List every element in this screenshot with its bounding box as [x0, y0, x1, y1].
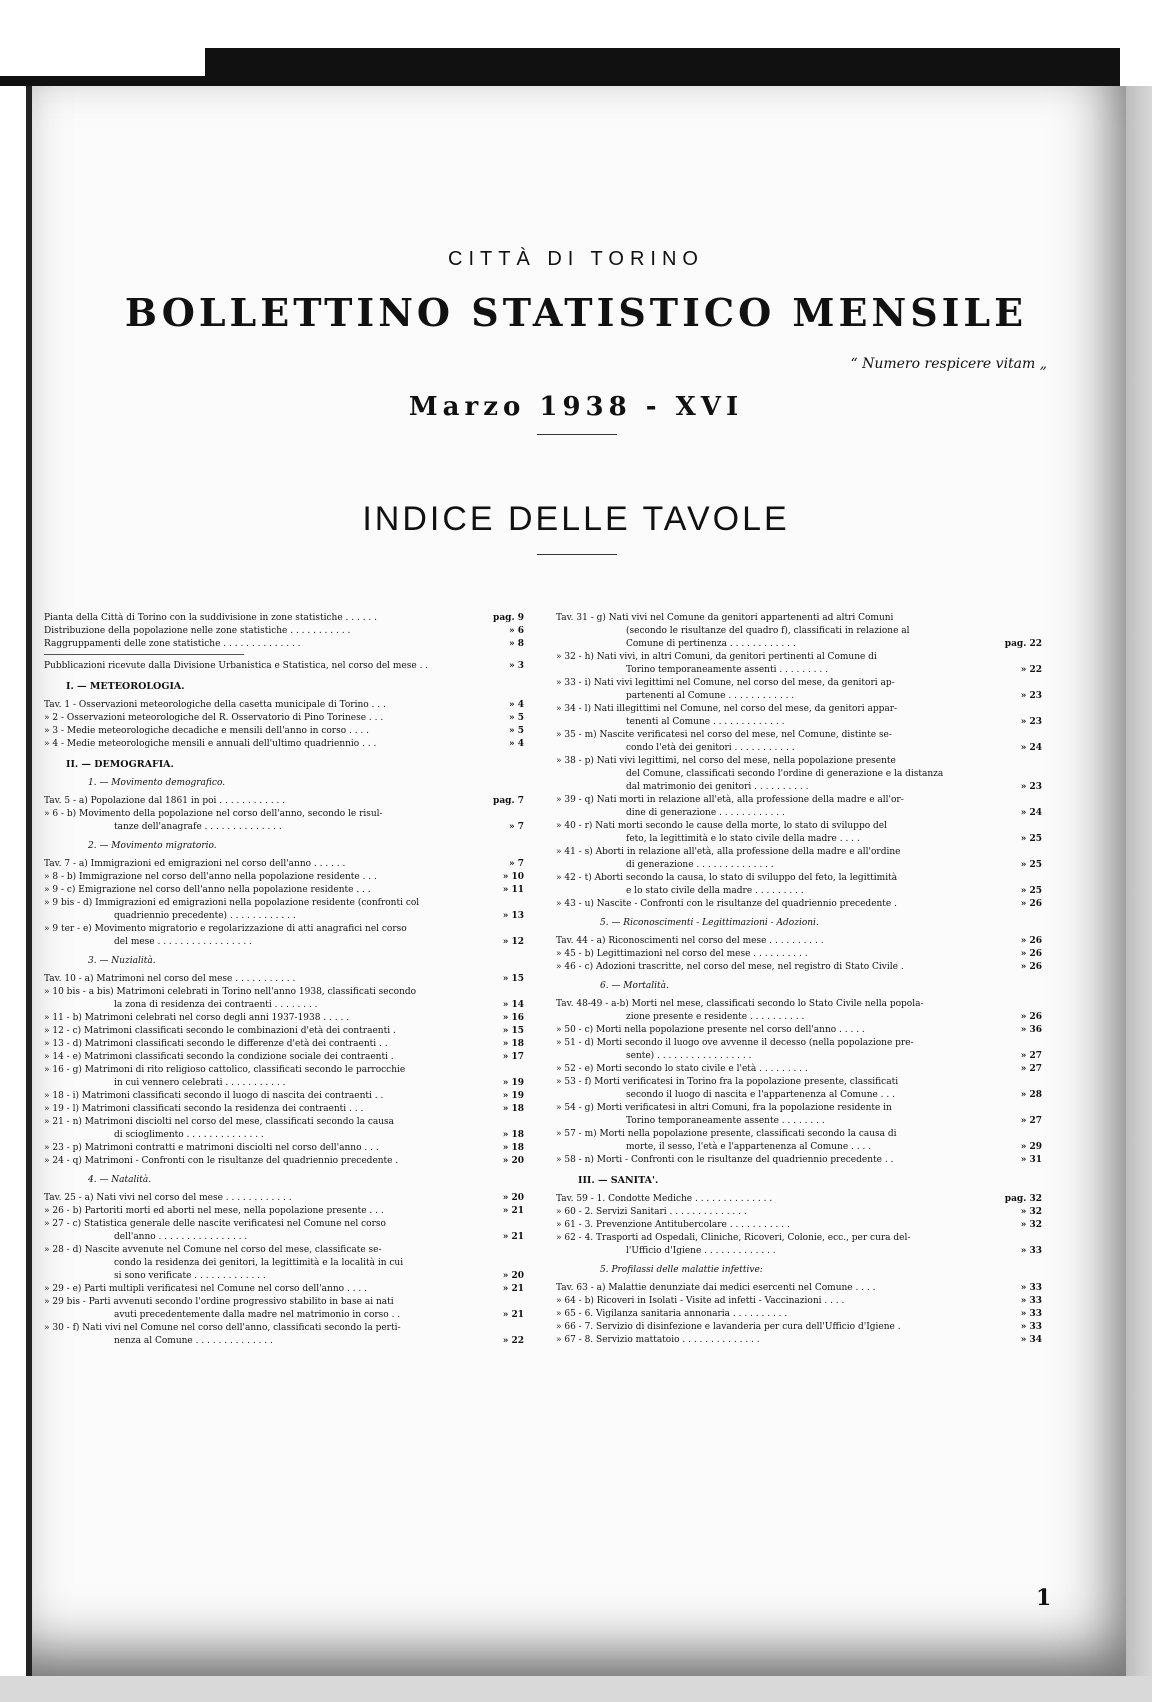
entry-page-ref: » 6 [508, 626, 524, 636]
entry-text: condo la residenza dei genitori, la legittimità e la località in cui [114, 1258, 404, 1268]
entry-text: Pubblicazioni ricevute dalla Divisione Urbanistica e Statistica, nel corso del mese . . [44, 661, 429, 671]
index-entry [556, 885, 1042, 898]
bulletin-title: BOLLETTINO STATISTICO MENSILE [124, 290, 1028, 335]
index-entry [44, 795, 524, 808]
index-entry [44, 1218, 524, 1231]
entry-text: Tav. 48-49 - a-b) Morti nel mese, classificati secondo lo Stato Civile nella popola- [556, 999, 924, 1009]
index-entry [44, 1335, 524, 1348]
entry-text: » 3 - Medie meteorologiche decadiche e mensili dell'anno in corso . . . . [44, 726, 370, 736]
entry-text: » 61 - 3. Prevenzione Antitubercolare . . . . . . . . . . . [556, 1220, 790, 1230]
entry-page-ref: » 21 [502, 1232, 524, 1242]
entry-text: dell'anno . . . . . . . . . . . . . . . . [114, 1232, 248, 1242]
index-entry [44, 712, 524, 725]
entry-text: » 12 - c) Matrimoni classificati secondo le combinazioni d'età dei contraenti . [44, 1026, 396, 1036]
index-entry [556, 1321, 1042, 1334]
index-entry [556, 1245, 1042, 1258]
index-entry [556, 1232, 1042, 1245]
entry-text: del mese . . . . . . . . . . . . . . . . . [114, 937, 252, 947]
index-entry [556, 716, 1042, 729]
subsection-heading: 5. — Riconoscimenti - Legittimazioni - Adozioni. [600, 918, 819, 928]
index-entry [44, 738, 524, 751]
index-entry [44, 884, 524, 897]
entry-page-ref: pag. 22 [1004, 639, 1042, 649]
index-entry [44, 1309, 524, 1322]
entry-text: » 64 - b) Ricoveri in Isolati - Visite ad infetti - Vaccinazioni . . . . [556, 1296, 845, 1306]
index-entry [556, 1206, 1042, 1219]
entry-text: morte, il sesso, l'età e l'appartenenza al Comune . . . . [626, 1142, 872, 1152]
index-entry [556, 1115, 1042, 1128]
entry-page-ref: » 12 [502, 937, 524, 947]
index-entry [556, 612, 1042, 625]
entry-page-ref: » 15 [502, 974, 524, 984]
index-entry [556, 833, 1042, 846]
index-entry [556, 1076, 1042, 1089]
index-entry [44, 1283, 524, 1296]
divider [537, 554, 617, 555]
entry-text: » 8 - b) Immigrazione nel corso dell'anno nella popolazione residente . . . [44, 872, 377, 882]
entry-text: » 29 bis - Parti avvenuti secondo l'ordine progressivo stabilito in base ai nati [44, 1297, 394, 1307]
entry-text: Comune di pertinenza . . . . . . . . . . . . [626, 639, 796, 649]
entry-page-ref: pag. 32 [1004, 1194, 1042, 1204]
entry-text: » 50 - c) Morti nella popolazione presente nel corso dell'anno . . . . . [556, 1025, 865, 1035]
entry-page-ref: » 22 [1020, 665, 1042, 675]
index-entry [556, 1011, 1042, 1024]
entry-text: » 9 bis - d) Immigrazioni ed emigrazioni nella popolazione residente (confronti col [44, 898, 420, 908]
entry-text: » 28 - d) Nascite avvenute nel Comune nel corso del mese, classificate se- [44, 1245, 382, 1255]
index-entry [44, 1012, 524, 1025]
entry-page-ref: » 20 [502, 1271, 524, 1281]
entry-text: quadriennio precedente) . . . . . . . . . . . . [114, 911, 296, 921]
index-entry [44, 625, 524, 638]
entry-page-ref: » 5 [508, 726, 524, 736]
index-entry [556, 638, 1042, 651]
entry-page-ref: » 18 [502, 1104, 524, 1114]
entry-text: dal matrimonio dei genitori . . . . . . . . . . [626, 782, 809, 792]
entry-text: Torino temporaneamente assente . . . . . . . . [626, 1116, 825, 1126]
entry-text: » 43 - u) Nascite - Confronti con le risultanze del quadriennio precedente . [556, 899, 897, 909]
entry-text: » 9 - c) Emigrazione nel corso dell'anno nella popolazione residente . . . [44, 885, 371, 895]
entry-page-ref: » 20 [502, 1193, 524, 1203]
entry-page-ref: » 33 [1020, 1309, 1042, 1319]
entry-page-ref: » 5 [508, 713, 524, 723]
section-heading: III. — SANITA'. [578, 1175, 659, 1186]
index-entry [556, 935, 1042, 948]
index-title: INDICE DELLE TAVOLE [362, 500, 790, 538]
issue-date: Marzo 1938 - XVI [408, 392, 744, 422]
index-entry [556, 1219, 1042, 1232]
entry-text: Pianta della Città di Torino con la suddivisione in zone statistiche . . . . . . [44, 613, 377, 623]
entry-page-ref: » 7 [508, 859, 524, 869]
index-entry [556, 1037, 1042, 1050]
index-column-left [44, 612, 524, 1348]
entry-page-ref: » 21 [502, 1206, 524, 1216]
entry-page-ref: » 27 [1020, 1064, 1042, 1074]
entry-page-ref: » 3 [508, 661, 524, 671]
index-entry [44, 1129, 524, 1142]
entry-page-ref: » 25 [1020, 834, 1042, 844]
index-entry [44, 1155, 524, 1168]
entry-text: Tav. 44 - a) Riconoscimenti nel corso del mese . . . . . . . . . . [556, 936, 824, 946]
entry-text: zione presente e residente . . . . . . . . . . [626, 1012, 805, 1022]
entry-page-ref: » 32 [1020, 1220, 1042, 1230]
entry-text: » 65 - 6. Vigilanza sanitaria annonaria . . . . . . . . . . [556, 1309, 788, 1319]
subsection-heading: 6. — Mortalità. [600, 981, 669, 991]
entry-text: » 45 - b) Legittimazioni nel corso del mese . . . . . . . . . . [556, 949, 808, 959]
index-entry [556, 1193, 1042, 1206]
entry-page-ref: » 25 [1020, 860, 1042, 870]
index-entry [556, 703, 1042, 716]
entry-text: » 27 - c) Statistica generale delle nascite verificatesi nel Comune nel corso [44, 1219, 386, 1229]
entry-text: in cui vennero celebrati . . . . . . . . . . . [114, 1078, 286, 1088]
entry-text: tanze dell'anagrafe . . . . . . . . . . . . . . [114, 822, 282, 832]
entry-page-ref: » 13 [502, 911, 524, 921]
index-entry [556, 1282, 1042, 1295]
entry-text: Raggruppamenti delle zone statistiche . . . . . . . . . . . . . . [44, 639, 301, 649]
entry-page-ref: » 21 [502, 1310, 524, 1320]
index-entry [44, 936, 524, 949]
subsection-heading: 2. — Movimento migratorio. [88, 841, 217, 851]
entry-page-ref: » 33 [1020, 1246, 1042, 1256]
entry-text: » 53 - f) Morti verificatesi in Torino fra la popolazione presente, classificati [556, 1077, 899, 1087]
entry-page-ref: » 4 [508, 700, 524, 710]
entry-page-ref: » 34 [1020, 1335, 1042, 1345]
entry-text: Distribuzione della popolazione nelle zone statistiche . . . . . . . . . . . [44, 626, 351, 636]
entry-text: » 21 - n) Matrimoni disciolti nel corso del mese, classificati secondo la causa [44, 1117, 395, 1127]
index-entry [556, 677, 1042, 690]
index-entry [556, 872, 1042, 885]
entry-text: » 13 - d) Matrimoni classificati secondo le differenze d'età dei contraenti . . [44, 1039, 388, 1049]
entry-page-ref: » 33 [1020, 1322, 1042, 1332]
entry-text: » 39 - q) Nati morti in relazione all'età, alla professione della madre e all'or- [556, 795, 904, 805]
entry-text: Tav. 1 - Osservazioni meteorologiche della casetta municipale di Torino . . . [44, 700, 386, 710]
index-entry [44, 699, 524, 712]
entry-text: » 54 - g) Morti verificatesi in altri Comuni, fra la popolazione residente in [556, 1103, 892, 1113]
index-entry [44, 725, 524, 738]
entry-page-ref: » 7 [508, 822, 524, 832]
entry-page-ref: » 8 [508, 639, 524, 649]
entry-page-ref: » 32 [1020, 1207, 1042, 1217]
entry-text: l'Ufficio d'Igiene . . . . . . . . . . . . . [626, 1246, 776, 1256]
index-entry [44, 923, 524, 936]
entry-page-ref: » 26 [1020, 936, 1042, 946]
index-column-right [556, 612, 1042, 1347]
index-entry [556, 846, 1042, 859]
index-entry [44, 1025, 524, 1038]
index-entry [556, 1154, 1042, 1167]
index-entry [556, 1141, 1042, 1154]
entry-text: » 51 - d) Morti secondo il luogo ove avvenne il decesso (nella popolazione pre- [556, 1038, 914, 1048]
entry-page-ref: » 24 [1020, 808, 1042, 818]
index-entry [44, 1231, 524, 1244]
entry-text: Tav. 59 - 1. Condotte Mediche . . . . . . . . . . . . . . [556, 1194, 773, 1204]
entry-text: Tav. 10 - a) Matrimoni nel corso del mese . . . . . . . . . . . [44, 974, 296, 984]
index-entry [556, 742, 1042, 755]
entry-text: » 16 - g) Matrimoni di rito religioso cattolico, classificati secondo le parrocchie [44, 1065, 406, 1075]
entry-text: » 30 - f) Nati vivi nel Comune nel corso dell'anno, classificati secondo la perti- [44, 1323, 401, 1333]
index-entry [556, 1128, 1042, 1141]
entry-text: » 29 - e) Parti multipli verificatesi nel Comune nel corso dell'anno . . . . [44, 1284, 367, 1294]
entry-text: partenenti al Comune . . . . . . . . . . . . [626, 691, 795, 701]
entry-text: Tav. 25 - a) Nati vivi nel corso del mese . . . . . . . . . . . . [44, 1193, 292, 1203]
entry-text: » 23 - p) Matrimoni contratti e matrimoni disciolti nel corso dell'anno . . . [44, 1143, 379, 1153]
entry-page-ref: » 21 [502, 1284, 524, 1294]
index-entry [556, 1050, 1042, 1063]
index-entry [556, 948, 1042, 961]
index-entry [44, 1270, 524, 1283]
entry-page-ref: » 23 [1020, 782, 1042, 792]
index-entry [44, 1296, 524, 1309]
entry-page-ref: pag. 9 [493, 613, 524, 623]
entry-page-ref: » 26 [1020, 1012, 1042, 1022]
subsection-heading: 3. — Nuzialità. [88, 956, 156, 966]
subsection-heading: 1. — Movimento demografico. [88, 778, 226, 788]
entry-text: » 6 - b) Movimento della popolazione nel corso dell'anno, secondo le risul- [44, 809, 383, 819]
index-entry [44, 973, 524, 986]
entry-text: » 26 - b) Partoriti morti ed aborti nel mese, nella popolazione presente . . . [44, 1206, 384, 1216]
index-entry [44, 1103, 524, 1116]
entry-page-ref: » 25 [1020, 886, 1042, 896]
index-entry [556, 781, 1042, 794]
entry-text: Tav. 63 - a) Malattie denunziate dai medici esercenti nel Comune . . . . [556, 1283, 876, 1293]
entry-page-ref: » 18 [502, 1039, 524, 1049]
index-entry [556, 1295, 1042, 1308]
index-entry [556, 768, 1042, 781]
entry-text: » 60 - 2. Servizi Sanitari . . . . . . . . . . . . . . [556, 1207, 747, 1217]
entry-page-ref: » 20 [502, 1156, 524, 1166]
index-entry [44, 808, 524, 821]
entry-text: (secondo le risultanze del quadro f), classificati in relazione al [626, 626, 910, 636]
index-entry [556, 690, 1042, 703]
index-entry [556, 1089, 1042, 1102]
entry-text: » 67 - 8. Servizio mattatoio . . . . . . . . . . . . . . [556, 1335, 760, 1345]
entry-page-ref: » 11 [502, 885, 524, 895]
index-entry [556, 859, 1042, 872]
entry-text: » 34 - l) Nati illegittimi nel Comune, nel corso del mese, da genitori appar- [556, 704, 898, 714]
entry-text: » 38 - p) Nati vivi legittimi, nel corso del mese, nella popolazione presente [556, 756, 896, 766]
entry-page-ref: » 22 [502, 1336, 524, 1346]
index-entry [44, 858, 524, 871]
entry-text: nenza al Comune . . . . . . . . . . . . . . [114, 1336, 273, 1346]
index-entry [556, 651, 1042, 664]
entry-page-ref: pag. 7 [493, 796, 524, 806]
index-entry [556, 998, 1042, 1011]
entry-page-ref: » 28 [1020, 1090, 1042, 1100]
entry-text: e lo stato civile della madre . . . . . . . . . [626, 886, 804, 896]
entry-text: Tav. 7 - a) Immigrazioni ed emigrazioni nel corso dell'anno . . . . . . [44, 859, 346, 869]
entry-text: la zona di residenza dei contraenti . . . . . . . . [114, 1000, 318, 1010]
entry-page-ref: » 33 [1020, 1296, 1042, 1306]
entry-text: Torino temporaneamente assenti . . . . . . . . . [626, 665, 828, 675]
index-entry [556, 625, 1042, 638]
entry-text: tenenti al Comune . . . . . . . . . . . . . [626, 717, 785, 727]
entry-text: » 4 - Medie meteorologiche mensili e annuali dell'ultimo quadriennio . . . [44, 739, 377, 749]
index-entry [556, 1102, 1042, 1115]
entry-text: » 11 - b) Matrimoni celebrati nel corso degli anni 1937-1938 . . . . . [44, 1013, 350, 1023]
index-entry [556, 961, 1042, 974]
entry-text: » 18 - i) Matrimoni classificati secondo il luogo di nascita dei contraenti . . [44, 1091, 384, 1101]
entry-text: » 19 - l) Matrimoni classificati secondo la residenza dei contraenti . . . [44, 1104, 364, 1114]
entry-text: » 9 ter - e) Movimento migratorio e regolarizzazione di atti anagrafici nel corso [44, 924, 407, 934]
entry-text: » 57 - m) Morti nella popolazione presente, classificati secondo la causa di [556, 1129, 897, 1139]
index-entry [44, 1205, 524, 1218]
entry-text: » 62 - 4. Trasporti ad Ospedali, Cliniche, Ricoveri, Colonie, ecc., per cura del- [556, 1233, 911, 1243]
index-entry [44, 1116, 524, 1129]
index-entry [44, 821, 524, 834]
entry-page-ref: » 15 [502, 1026, 524, 1036]
separator-line [44, 654, 244, 655]
entry-text: » 24 - q) Matrimoni - Confronti con le risultanze del quadriennio precedente . [44, 1156, 399, 1166]
entry-text: feto, la legittimità e lo stato civile della madre . . . . [626, 834, 860, 844]
entry-text: secondo il luogo di nascita e l'appartenenza al Comune . . . [626, 1090, 895, 1100]
index-entry [44, 638, 524, 651]
page-number: 1 [1036, 1585, 1052, 1611]
subsection-heading: 4. — Natalità. [88, 1175, 152, 1185]
entry-text: » 58 - n) Morti - Confronti con le risultanze del quadriennio precedente . . [556, 1155, 894, 1165]
entry-page-ref: » 18 [502, 1130, 524, 1140]
entry-text: avuti precedentemente dalla madre nel matrimonio in corso . . [114, 1310, 401, 1320]
entry-page-ref: » 14 [502, 1000, 524, 1010]
entry-text: dine di generazione . . . . . . . . . . . . [626, 808, 785, 818]
index-entry [556, 1308, 1042, 1321]
entry-text: condo l'età dei genitori . . . . . . . . . . . [626, 743, 795, 753]
index-entry [44, 1064, 524, 1077]
entry-page-ref: » 23 [1020, 691, 1042, 701]
entry-text: » 10 bis - a bis) Matrimoni celebrati in Torino nell'anno 1938, classificati secondo [44, 987, 417, 997]
entry-text: » 41 - s) Aborti in relazione all'età, alla professione della madre e all'ordine [556, 847, 901, 857]
top-border-gap [0, 48, 205, 76]
index-entry [44, 1051, 524, 1064]
entry-page-ref: » 19 [502, 1091, 524, 1101]
entry-page-ref: » 27 [1020, 1116, 1042, 1126]
divider [537, 434, 617, 435]
index-entry [556, 1063, 1042, 1076]
index-entry [44, 660, 524, 673]
entry-page-ref: » 18 [502, 1143, 524, 1153]
entry-text: Tav. 5 - a) Popolazione dal 1861 in poi . . . . . . . . . . . . [44, 796, 286, 806]
entry-page-ref: » 26 [1020, 899, 1042, 909]
entry-text: si sono verificate . . . . . . . . . . . . . [114, 1271, 266, 1281]
index-entry [556, 664, 1042, 677]
entry-page-ref: » 17 [502, 1052, 524, 1062]
entry-page-ref: » 26 [1020, 962, 1042, 972]
index-entry [44, 1244, 524, 1257]
index-entry [44, 1142, 524, 1155]
entry-page-ref: » 36 [1020, 1025, 1042, 1035]
entry-page-ref: » 27 [1020, 1051, 1042, 1061]
entry-text: di scioglimento . . . . . . . . . . . . . . [114, 1130, 264, 1140]
entry-page-ref: » 23 [1020, 717, 1042, 727]
index-entry [44, 897, 524, 910]
index-entry [44, 1257, 524, 1270]
entry-page-ref: » 33 [1020, 1283, 1042, 1293]
index-entry [44, 871, 524, 884]
entry-text: » 35 - m) Nascite verificatesi nel corso del mese, nel Comune, distinte se- [556, 730, 892, 740]
index-entry [44, 1192, 524, 1205]
entry-text: di generazione . . . . . . . . . . . . . . [626, 860, 774, 870]
entry-page-ref: » 16 [502, 1013, 524, 1023]
index-entry [556, 820, 1042, 833]
scan-bottom-edge [0, 1676, 1152, 1702]
entry-text: » 42 - t) Aborti secondo la causa, lo stato di sviluppo del feto, la legittimità [556, 873, 898, 883]
index-entry [44, 1077, 524, 1090]
entry-page-ref: » 10 [502, 872, 524, 882]
index-entry [44, 1090, 524, 1103]
entry-text: » 40 - r) Nati morti secondo le cause della morte, lo stato di sviluppo del [556, 821, 887, 831]
index-entry [556, 729, 1042, 742]
entry-text: sente) . . . . . . . . . . . . . . . . . [626, 1051, 752, 1061]
index-entry [44, 612, 524, 625]
entry-page-ref: » 19 [502, 1078, 524, 1088]
entry-page-ref: » 4 [508, 739, 524, 749]
index-entry [44, 1322, 524, 1335]
index-entry [556, 1024, 1042, 1037]
entry-text: del Comune, classificati secondo l'ordine di generazione e la distanza [626, 769, 944, 779]
section-heading: I. — METEOROLOGIA. [66, 681, 185, 692]
index-entry [556, 794, 1042, 807]
entry-page-ref: » 31 [1020, 1155, 1042, 1165]
entry-text: » 14 - e) Matrimoni classificati secondo la condizione sociale dei contraenti . [44, 1052, 394, 1062]
subsection-heading: 5. Profilassi delle malattie infettive: [600, 1265, 763, 1275]
index-entry [44, 1038, 524, 1051]
section-heading: II. — DEMOGRAFIA. [66, 759, 174, 770]
entry-page-ref: » 26 [1020, 949, 1042, 959]
index-entry [44, 999, 524, 1012]
index-entry [556, 807, 1042, 820]
entry-text: » 32 - h) Nati vivi, in altri Comuni, da genitori pertinenti al Comune di [556, 652, 877, 662]
entry-text: » 66 - 7. Servizio di disinfezione e lavanderia per cura dell'Ufficio d'Igiene . [556, 1322, 901, 1332]
entry-page-ref: » 29 [1020, 1142, 1042, 1152]
index-entry [556, 755, 1042, 768]
index-entry [44, 910, 524, 923]
entry-text: » 46 - c) Adozioni trascritte, nel corso del mese, nel registro di Stato Civile . [556, 962, 904, 972]
entry-text: » 52 - e) Morti secondo lo stato civile e l'età . . . . . . . . . [556, 1064, 808, 1074]
entry-text: Tav. 31 - g) Nati vivi nel Comune da genitori appartenenti ad altri Comuni [556, 613, 894, 623]
city-heading: CITTÀ DI TORINO [448, 248, 704, 270]
entry-text: » 33 - i) Nati vivi legittimi nel Comune, nel corso del mese, da genitori ap- [556, 678, 895, 688]
entry-text: » 2 - Osservazioni meteorologiche del R. Osservatorio di Pino Torinese . . . [44, 713, 384, 723]
motto: “ Numero respicere vitam „ [850, 356, 1047, 372]
index-entry [44, 986, 524, 999]
index-entry [556, 1334, 1042, 1347]
entry-page-ref: » 24 [1020, 743, 1042, 753]
index-entry [556, 898, 1042, 911]
